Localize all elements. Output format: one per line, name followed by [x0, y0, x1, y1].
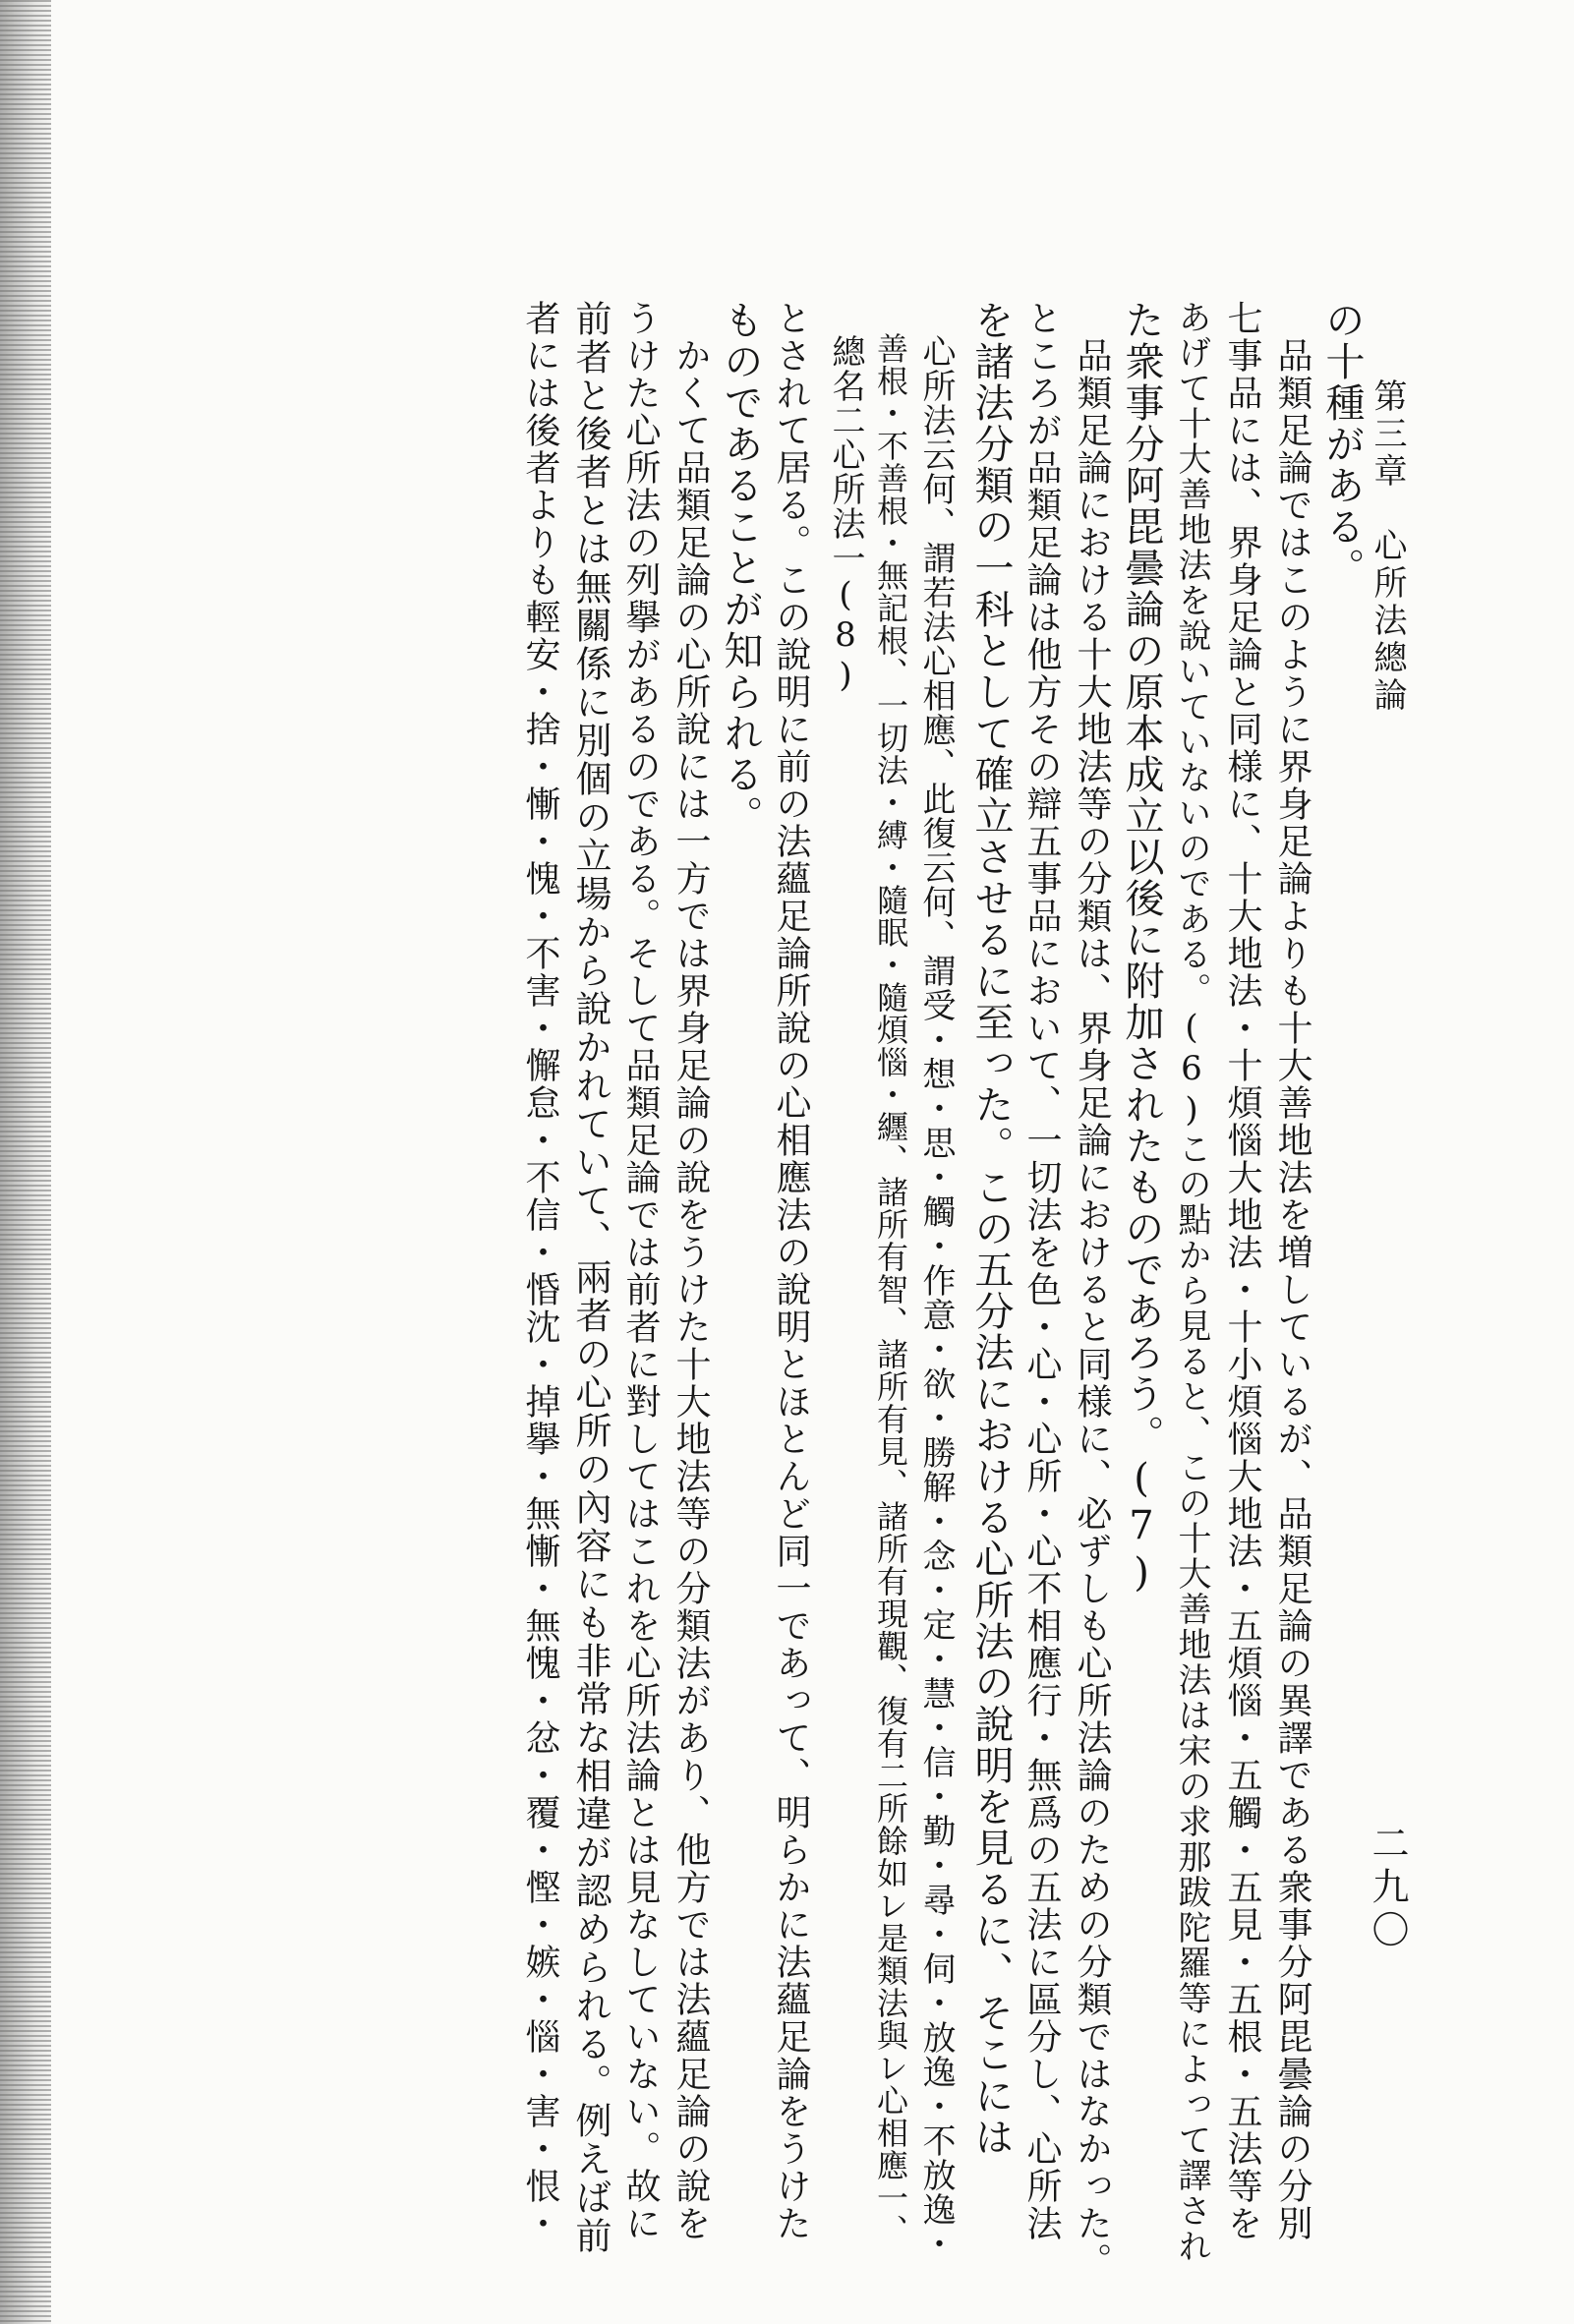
text-line: とされて居る。この說明に前の法蘊足論所說の心相應法の說明とほとんど同一であって、明らかに法蘊足論をうけた — [771, 300, 811, 2242]
text-line: ところが品類足論は他方その辯五事品において、一切法を色・心・心所・心不相應行・無爲の五法に區分し、心所法 — [1021, 300, 1062, 2242]
text-line: 前者と後者とは無關係に別個の立場から說かれていて、兩者の心所の內容にも非常な相違が認められる。例えば前 — [569, 300, 612, 2255]
text-line: ものであることが知られる。 — [718, 300, 763, 837]
text-line: あげて十大善地法を說いていないのである。(6)この點から見ると、この十大善地法は宋の求那跋陀羅等によって譯され — [1172, 300, 1211, 2264]
text-line: 品類足論ではこのように界身足論よりも十大善地法を増しているが、品類足論の異譯である衆事分阿毘曇論の分別 — [1272, 300, 1312, 2242]
quote-line: 善根・不善根・無記根、一切法・縛・隨眠・隨煩惱・纒、諸所有智、諸所有見、諸所有現觀、復有二所餘如レ是類法與レ心相應一、 — [872, 300, 909, 2246]
text-line: た衆事分阿毘曇論の原本成立以後に附加されたものであろう。(7) — [1119, 300, 1164, 1598]
quote-line: 心所法云何、謂若法心相應、此復云何、謂受・想・思・觸・作意・欲・勝解・念・定・慧・信・勤・尋・伺・放逸・不放逸・ — [916, 300, 956, 2261]
page-number: 二九〇 — [1366, 1824, 1409, 1953]
running-head: 第三章 心所法總論 — [1368, 378, 1407, 715]
scan-edge-shadow — [0, 0, 51, 2324]
text-line: かくて品類足論の心所說には一方では界身足論の說をうけた十大地法等の分類法があり、他方では法蘊足論の說を — [670, 300, 711, 2242]
text-line: の十種がある。 — [1319, 300, 1365, 589]
quote-line: 總名二心所法一(8) — [826, 300, 865, 696]
text-line: を諸法分類の一科として確立させるに至った。この五分法における心所法の說明を見るに、そこには — [968, 300, 1014, 2158]
text-line: うけた心所法の列擧があるのである。そして品類足論では前者に對してはこれを心所法論とは見なしていない。故に — [620, 300, 661, 2242]
text-line: 者には後者よりも輕安・捨・慚・愧・不害・懈怠・不信・惛沈・掉擧・無慚・無愧・忿・覆・慳・嫉・惱・害・恨・ — [520, 300, 560, 2242]
text-line: 品類足論における十大地法等の分類は、界身足論におけると同様に、必ずしも心所法論のための分類ではなかった。 — [1072, 300, 1112, 2280]
text-line: 七事品には、界身足論と同様に、十大地法・十煩惱大地法・十小煩惱大地法・五煩惱・五觸・五見・五根・五法等を — [1222, 300, 1262, 2242]
